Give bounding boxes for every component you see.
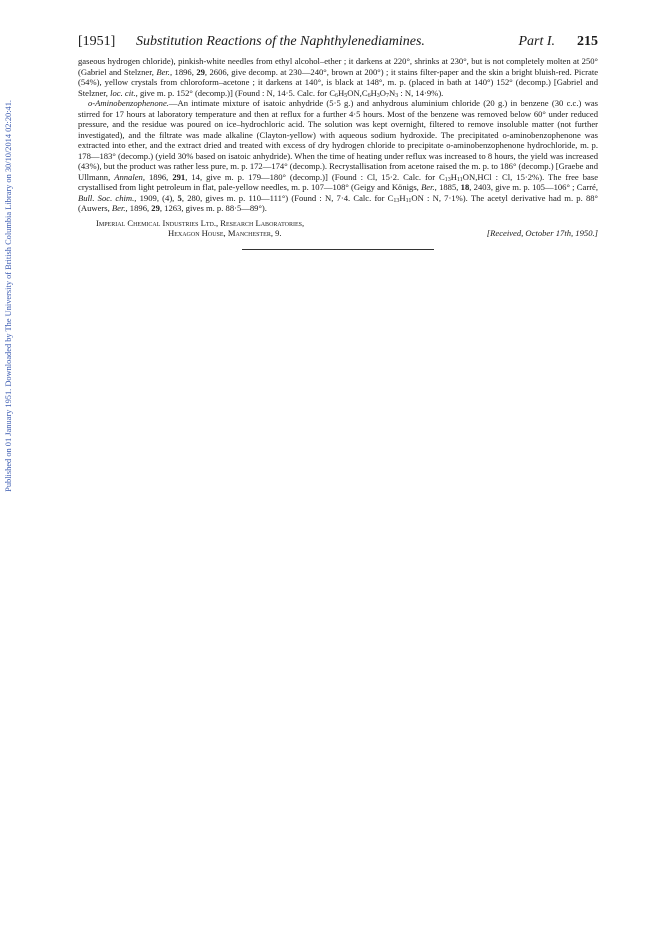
received-date: [Received, October 17th, 1950.] xyxy=(486,228,598,238)
affiliation-line-1: Imperial Chemical Industries Ltd., Research Laboratories, xyxy=(96,217,305,228)
download-watermark-text: Published on 01 January 1951. Downloaded by The University of British Columbia Library on 30/10/2014 02:20:41. xyxy=(4,100,13,492)
end-rule xyxy=(242,249,434,250)
header-year: [1951] xyxy=(78,34,116,49)
running-head xyxy=(78,34,598,50)
journal-page xyxy=(78,34,598,250)
download-watermark xyxy=(4,100,20,600)
affiliation-line-2 xyxy=(78,228,598,239)
header-part: Part I. xyxy=(518,34,555,49)
affiliation-address: Hexagon House, Manchester, 9. xyxy=(168,228,282,238)
header-page-number: 215 xyxy=(577,34,598,49)
paragraph-picrate: gaseous hydrogen chloride), pinkish-white needles from ethyl alcohol–ether ; it darkens at 220°, shrinks at 230°, but is not completely molten at 250° (Gabriel and Stelzner, Ber., 1896, 29, 2606, give decomp. at 230—240°, brown at 200°) ; it stains filter-paper and the skin a bright bluish-red. Picrate (54%), yellow crystals from chloroform–acetone ; it darkens at 140°, is black at 148°, m. p. (placed in bath at 140°) 152° (decomp.) [Gabriel and Stelzner, loc. cit., give m. p. 152° (decomp.)] (Found : N, 14·5. Calc. for $C_6H_5ON,C_6H_3O_7N_3$ : N, 14·9%). xyxy=(78,56,599,99)
header-title: Substitution Reactions of the Naphthylenediamines. xyxy=(136,34,425,49)
paragraph-aminobenzophenone: o-Aminobenzophenone.—An intimate mixture of isatoic anhydride (5·5 g.) and anhydrous aluminium chloride (20 g.) in benzene (30 c.c.) was stirred for 17 hours at laboratory temperature and then at reflux for a further 4·5 hours. Most of the benzene was removed below 60° under reduced pressure, and the residue was poured on ice–hydrochloric acid. The solution was kept overnight, filtered to remove insoluble matter (not further investigated), and the filtrate was made alkaline (Clayton-yellow) with aqueous sodium hydroxide. The precipitated o-aminobenzophenone was extracted into ether, and the extract dried and treated with excess of dry hydrogen chloride to precipitate o-aminobenzophenone hydrochloride, m. p. 178—183° (decomp.) (yield 30% based on isatoic anhydride). When the time of heating under reflux was increased to 8 hours, the yield was increased (43%), but the product was rather less pure, m. p. 172—174° (decomp.). Recrystallisation from acetone raised the m. p. to 186° (decomp.) [Graebe and Ullmann, Annalen, 1896, 291, 14, give m. p. 179—180° (decomp.)] (Found : Cl, 15·2. Calc. for $C_{13}H_{11}ON,HCl$ : Cl, 15·2%). The free base crystallised from light petroleum in flat, pale-yellow needles, m. p. 107—108° (Geigy and Königs, Ber., 1885, 18, 2403, give m. p. 105—106° ; Carré, Bull. Soc. chim., 1909, (4), 5, 280, gives m. p. 110—111°) (Found : N, 7·4. Calc. for $C_{13}H_{11}ON$ : N, 7·1%). The acetyl derivative had m. p. 88° (Auwers, Ber., 1896, 29, 1263, gives m. p. 88·5—89°). xyxy=(78,98,599,213)
compound-heading: o-Aminobenzophenone. xyxy=(88,98,169,108)
affiliation-block xyxy=(78,218,598,239)
article-body xyxy=(78,56,598,214)
